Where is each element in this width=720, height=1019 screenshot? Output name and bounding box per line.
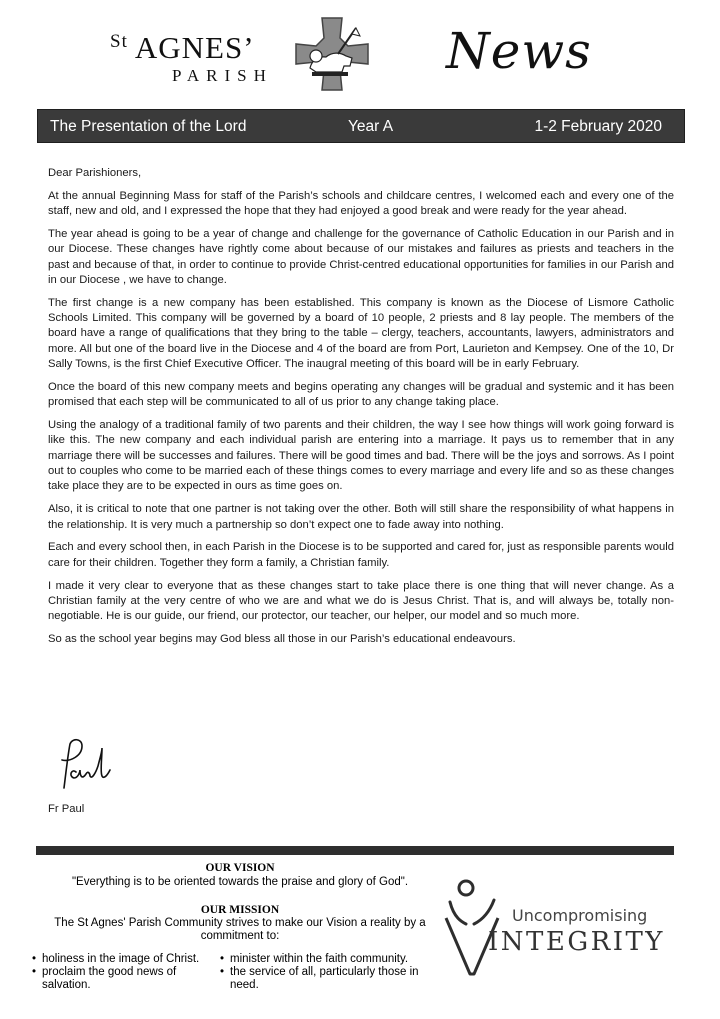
parish-name: $^{St}$ AGNES’ (110, 30, 255, 65)
list-item: • holiness in the image of Christ. (32, 953, 217, 966)
footer-divider (36, 846, 674, 855)
signature-icon (52, 736, 116, 794)
integrity-logo (444, 876, 694, 976)
letter-paragraph: The year ahead is going to be a year of change and challenge for the governance of Catholic Education in our Parish and in our Diocese. These changes have rightly come about because of our mistakes and failures as priests and teachers in the past and because of that, in order to continue to provide Christ-centred educational opportunities for families in our Parish and in our Diocese , we have to change. (48, 228, 674, 286)
vision-heading: OUR VISION (205, 862, 275, 874)
salutation: Dear Parishioners, (48, 167, 142, 179)
vision-text: "Everything is to be oriented towards the praise and glory of God". (71, 876, 409, 888)
mission-heading: OUR MISSION (200, 904, 280, 916)
list-item: • the service of all, particularly those in need. (220, 966, 430, 992)
feast-title: The Presentation of the Lord (50, 118, 247, 135)
issue-date: 1-2 February 2020 (534, 118, 662, 135)
letter-paragraph: So as the school year begins may God bless all those in our Parish’s educational endeavours. (48, 633, 516, 646)
masthead (0, 0, 720, 105)
letter-paragraph: At the annual Beginning Mass for staff of the Parish’s schools and childcare centres, I welcomed each and every one of the staff, new and old, and I expressed the hope that they had enjoyed a good break and were ready for the year ahead. (48, 189, 674, 218)
list-item: • proclaim the good news of salvation. (32, 966, 217, 992)
letter-paragraph: Using the analogy of a traditional family of two parents and their children, the way I see how things will work going forward is like this. The new company and each individual parish are entering into a marriage. It pays us to remember that in any marriage there will be successes and failures. There will be good times and bad. There will be the joys and sorrows. As I point out to couples who come to be married each of these things comes to every marriage and every life and so as these changes take place they are to be expected in ours as time goes on. (48, 419, 674, 493)
letter-paragraph: The first change is a new company has been established. This company is known as the Diocese of Lismore Catholic Schools Limited. This company will be governed by a board of 10 people, 2 priests and 8 lay people. The members of the board have a range of qualifications that they bring to the table – clergy, teachers, accountants, lawyers, administrators and more. All but one of the board live in the Diocese and 4 of the board are from Port, Laurieton and Kempsey. One of the 10, Dr Sally Towns, is the first Chief Executive Officer. The inaugral meeting of this board will be in early February. (48, 296, 674, 371)
letter-paragraph: Once the board of this new company meets and begins operating any changes will be gradual and systemic and it has been promised that each step will be communicated to all of us prior to any change taking place. (48, 380, 674, 409)
pastor-letter (48, 166, 674, 655)
parish-wordmark (110, 30, 290, 86)
letter-paragraph: Each and every school then, in each Parish in the Diocese is to be supported and cared for, just as responsible parents would care for their children. Together they form a family, a Christian family. (48, 541, 674, 569)
issue-title-bar (38, 110, 684, 142)
parish-subtitle: PARISH (172, 66, 273, 85)
logo-wordmark: INTEGRITY (488, 927, 665, 957)
commitment-column-right (220, 953, 430, 992)
liturgical-year: Year A (348, 118, 394, 135)
commitment-column-left (32, 953, 217, 992)
list-item: • minister within the faith community. (220, 953, 430, 966)
parish-crest-icon (294, 16, 370, 92)
mission-text: The St Agnes' Parish Community strives to make our Vision a reality by a commitment to: (54, 917, 426, 942)
logo-tagline: Uncompromising (512, 906, 648, 925)
news-title: News (446, 22, 592, 80)
signer-name: Fr Paul (48, 803, 85, 815)
letter-paragraph: I made it very clear to everyone that as these changes start to take place there is one thing that will never change. As a Christian family at the very centre of who we are and what we do is Jesus Christ. That is, and will always be, totally non-negotiable. He is our guide, our friend, our protector, our teacher, our helper, our model and so much more. (48, 579, 674, 623)
letter-paragraph: Also, it is critical to note that one partner is not taking over the other. Both will still share the responsibility of what happens in the relationship. It is very much a partnership so don’t expect one to fade away into nothing. (48, 503, 674, 531)
